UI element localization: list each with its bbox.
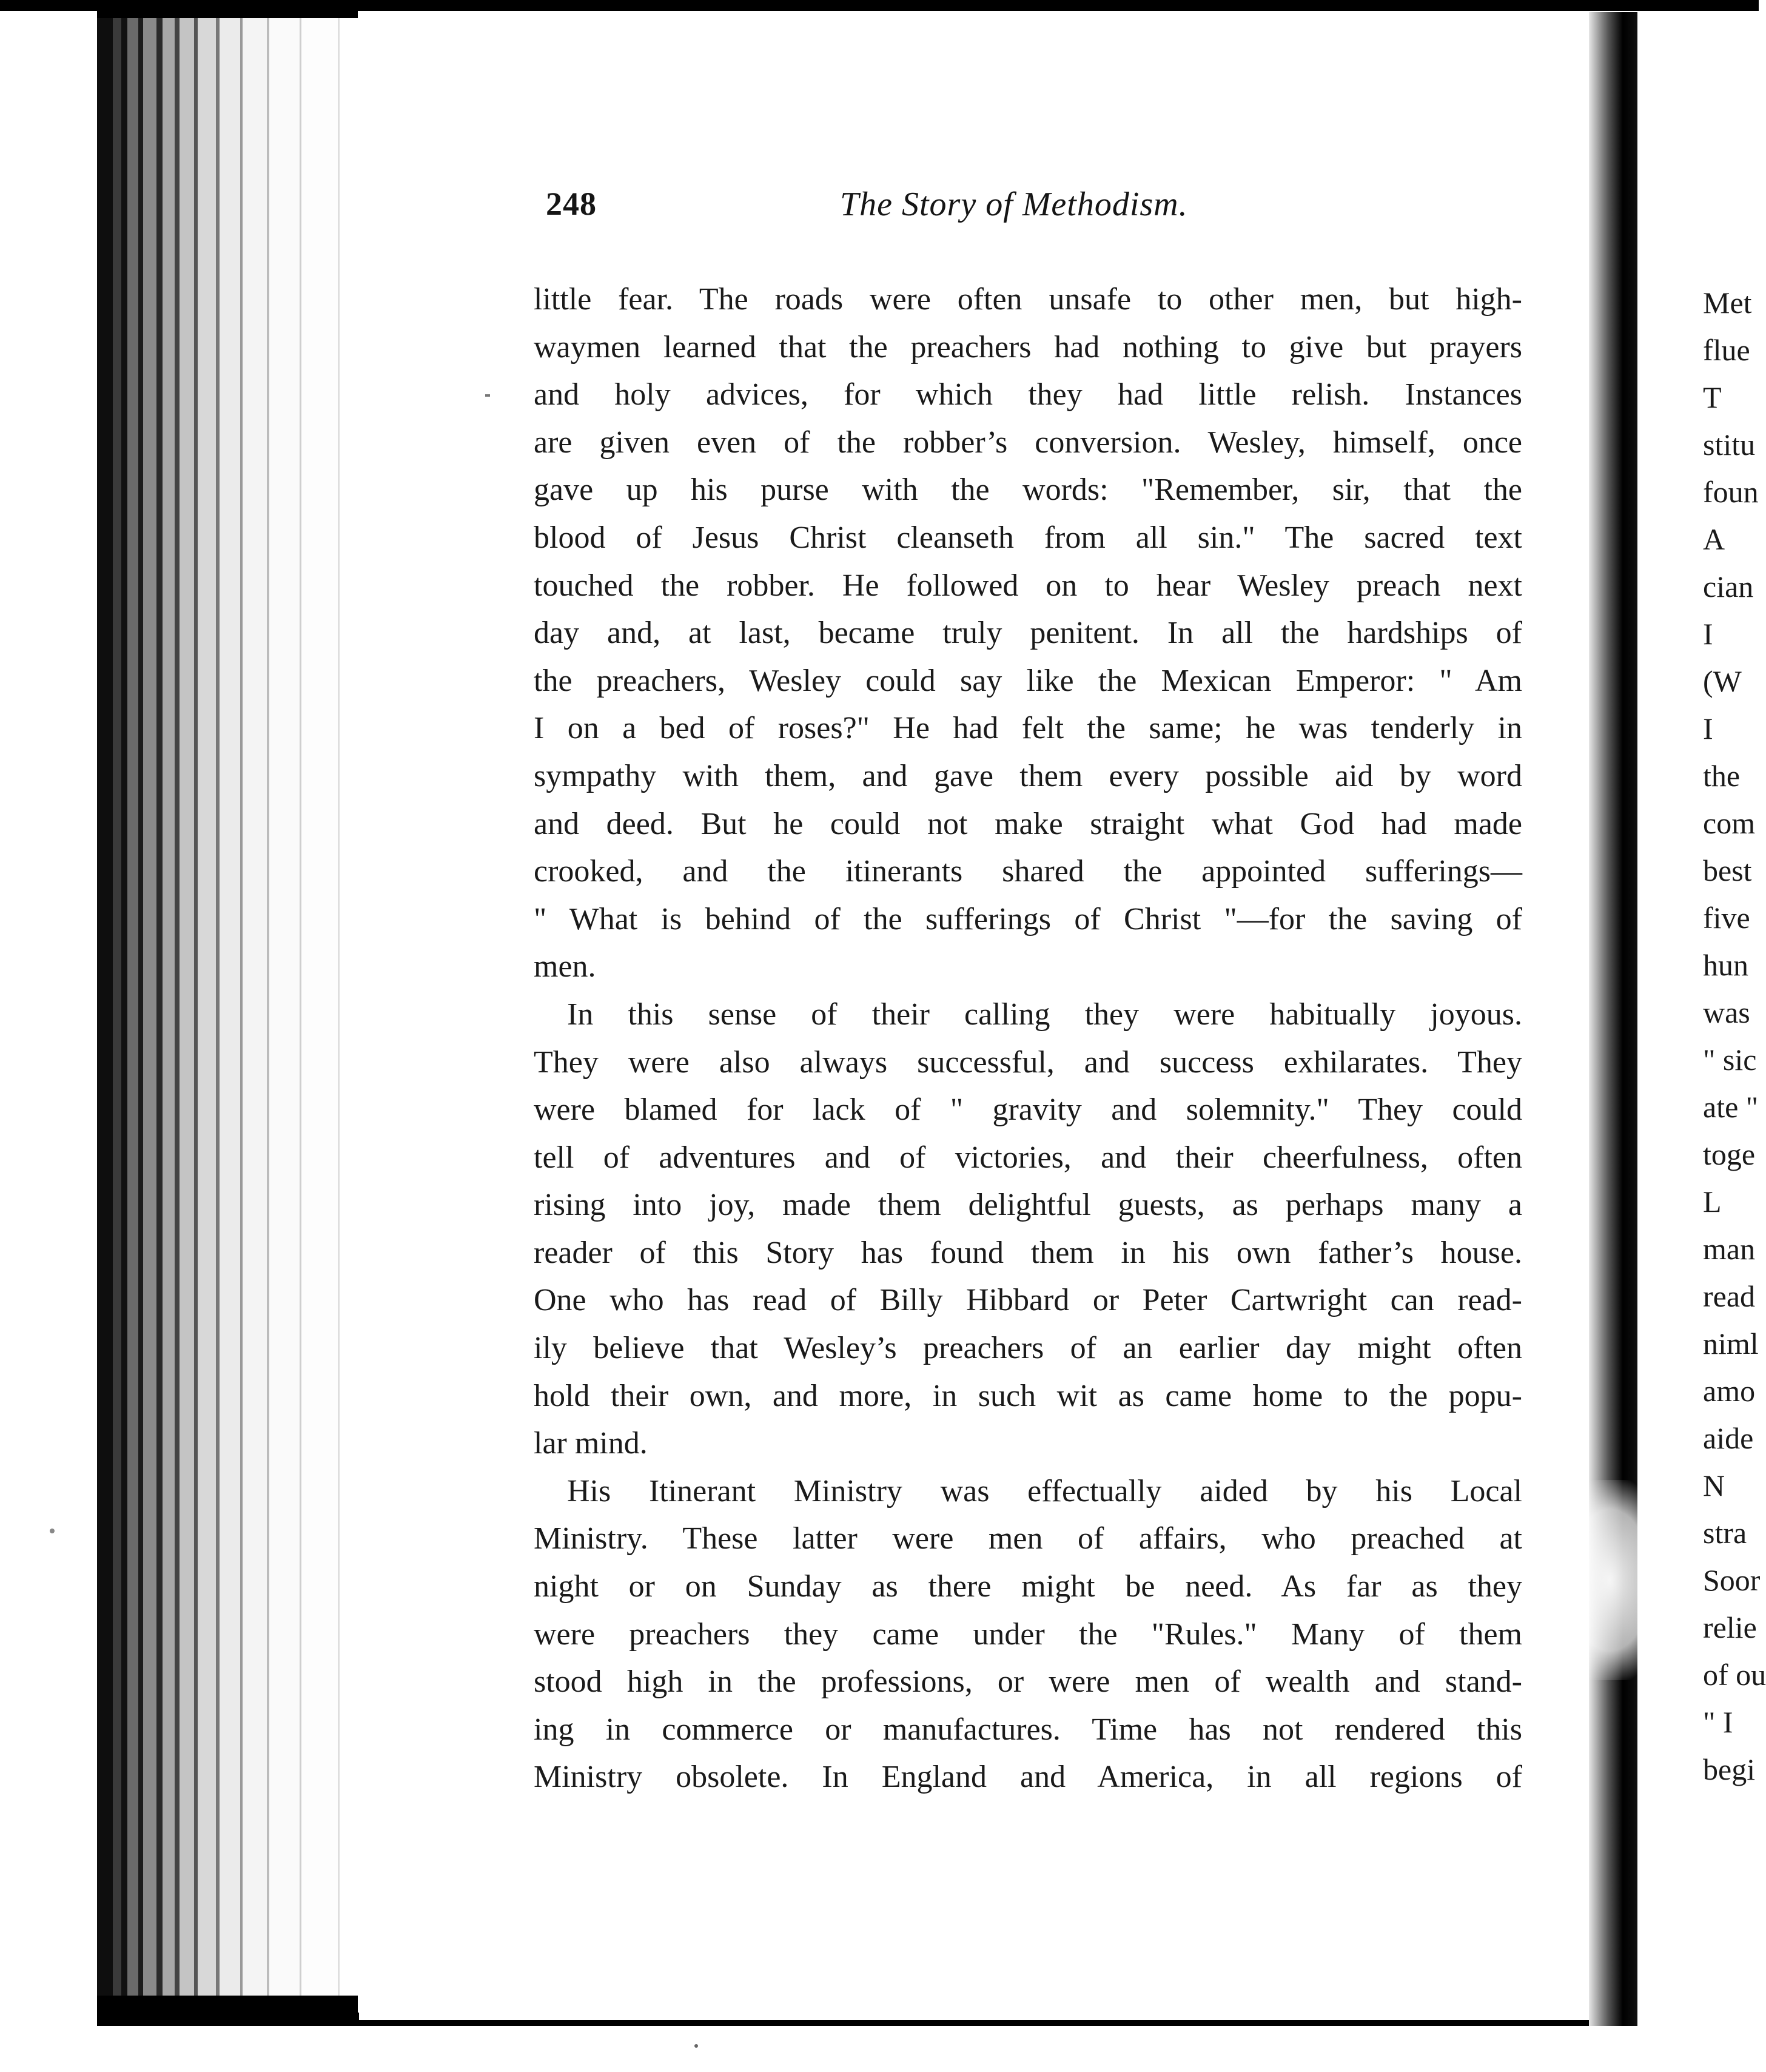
- text-line: I on a bed of roses?" He had felt the same; he was tenderly in: [534, 711, 1522, 746]
- facing-fragment: read: [1703, 1279, 1756, 1313]
- text-line: One who has read of Billy Hibbard or Peter Cartwright can read-: [534, 1283, 1522, 1318]
- text-line: and deed. But he could not make straight what God had made: [534, 806, 1522, 841]
- text-line: night or on Sunday as there might be need. As far as they: [534, 1569, 1522, 1604]
- facing-fragment: cian: [1703, 570, 1754, 604]
- text-line: the preachers, Wesley could say like the Mexican Emperor: " Am: [534, 663, 1522, 698]
- facing-fragment: amo: [1703, 1374, 1756, 1408]
- text-line: waymen learned that the preachers had nothing to give but prayers: [534, 329, 1522, 365]
- text-line: were preachers they came under the "Rules." Many of them: [534, 1616, 1522, 1652]
- facing-fragment: com: [1703, 806, 1756, 840]
- facing-fragment: aide: [1703, 1421, 1754, 1455]
- running-title: The Story of Methodism.: [840, 186, 1188, 223]
- text-line: and holy advices, for which they had little relish. Instances: [534, 377, 1522, 412]
- text-line: men.: [534, 949, 596, 984]
- facing-fragment: foun: [1703, 475, 1759, 509]
- gutter-shadow: [1589, 12, 1637, 2026]
- text-line: reader of this Story has found them in his own father’s house.: [534, 1235, 1522, 1270]
- facing-fragment: relie: [1703, 1610, 1757, 1644]
- text-line: crooked, and the itinerants shared the appointed sufferings—: [534, 854, 1522, 889]
- facing-fragment: Soor: [1703, 1563, 1761, 1597]
- text-line: stood high in the professions, or were men of wealth and stand-: [534, 1664, 1522, 1700]
- text-line: lar mind.: [534, 1426, 648, 1461]
- text-line: His Itinerant Ministry was effectually aided by his Local: [567, 1473, 1522, 1509]
- facing-fragment: " sic: [1703, 1043, 1757, 1077]
- facing-fragment: I: [1703, 711, 1713, 745]
- text-line: rising into joy, made them delightful guests, as perhaps many a: [534, 1188, 1522, 1223]
- facing-fragment: stitu: [1703, 428, 1756, 462]
- text-line: sympathy with them, and gave them every possible aid by word: [534, 758, 1522, 793]
- facing-fragment: five: [1703, 901, 1750, 935]
- text-line: are given even of the robber’s conversion. Wesley, himself, once: [534, 425, 1522, 460]
- stray-mark: [50, 1529, 55, 1533]
- facing-fragment: man: [1703, 1232, 1756, 1266]
- facing-fragment: niml: [1703, 1327, 1759, 1361]
- stray-mark: [485, 394, 490, 397]
- facing-page-text: [1698, 0, 1766, 2072]
- text-line: In this sense of their calling they were habitually joyous.: [567, 997, 1522, 1032]
- facing-fragment: best: [1703, 853, 1752, 887]
- page-stack-edges: [97, 0, 358, 2072]
- facing-fragment: begi: [1703, 1752, 1756, 1786]
- facing-fragment: ate ": [1703, 1090, 1759, 1124]
- text-line: " What is behind of the sufferings of Christ "—for the saving of: [534, 901, 1522, 937]
- facing-fragment: was: [1703, 995, 1750, 1029]
- text-line: They were also always successful, and success exhilarates. They: [534, 1044, 1522, 1080]
- text-line: ily believe that Wesley’s preachers of an earlier day might often: [534, 1331, 1522, 1366]
- text-line: hold their own, and more, in such wit as came home to the popu-: [534, 1378, 1522, 1413]
- facing-fragment: Met: [1703, 286, 1752, 320]
- text-line: Ministry obsolete. In England and America, in all regions of: [534, 1760, 1522, 1795]
- text-line: blood of Jesus Christ cleanseth from all sin." The sacred text: [534, 520, 1522, 555]
- facing-fragment: flue: [1703, 333, 1750, 367]
- text-line: tell of adventures and of victories, and their cheerfulness, often: [534, 1140, 1522, 1175]
- text-line: were blamed for lack of " gravity and solemnity." They could: [534, 1092, 1522, 1128]
- facing-fragment: I: [1703, 617, 1713, 651]
- facing-fragment: N: [1703, 1468, 1725, 1502]
- body-text: [534, 276, 1522, 1801]
- facing-fragment: the: [1703, 759, 1741, 793]
- facing-fragment: " I: [1703, 1705, 1733, 1739]
- paper-smudge: [1553, 1480, 1668, 1680]
- running-head: [546, 185, 1249, 234]
- text-line: Ministry. These latter were men of affairs, who preached at: [534, 1521, 1522, 1556]
- text-line: day and, at last, became truly penitent. In all the hardships of: [534, 616, 1522, 651]
- facing-fragment: L: [1703, 1185, 1722, 1219]
- facing-fragment: A: [1703, 522, 1725, 556]
- facing-fragment: toge: [1703, 1137, 1756, 1171]
- text-line: touched the robber. He followed on to hear Wesley preach next: [534, 568, 1522, 603]
- facing-fragment: stra: [1703, 1516, 1747, 1550]
- facing-fragment: T: [1703, 380, 1722, 414]
- text-line: little fear. The roads were often unsafe to other men, but high-: [534, 282, 1522, 317]
- facing-fragment: hun: [1703, 948, 1748, 982]
- facing-fragment: of ou: [1703, 1658, 1766, 1692]
- text-line: gave up his purse with the words: "Remember, sir, that the: [534, 473, 1522, 508]
- stray-mark: [694, 2044, 698, 2048]
- facing-fragment: (W: [1703, 664, 1742, 698]
- page-number: 248: [546, 186, 597, 222]
- text-line: ing in commerce or manufactures. Time has not rendered this: [534, 1712, 1522, 1747]
